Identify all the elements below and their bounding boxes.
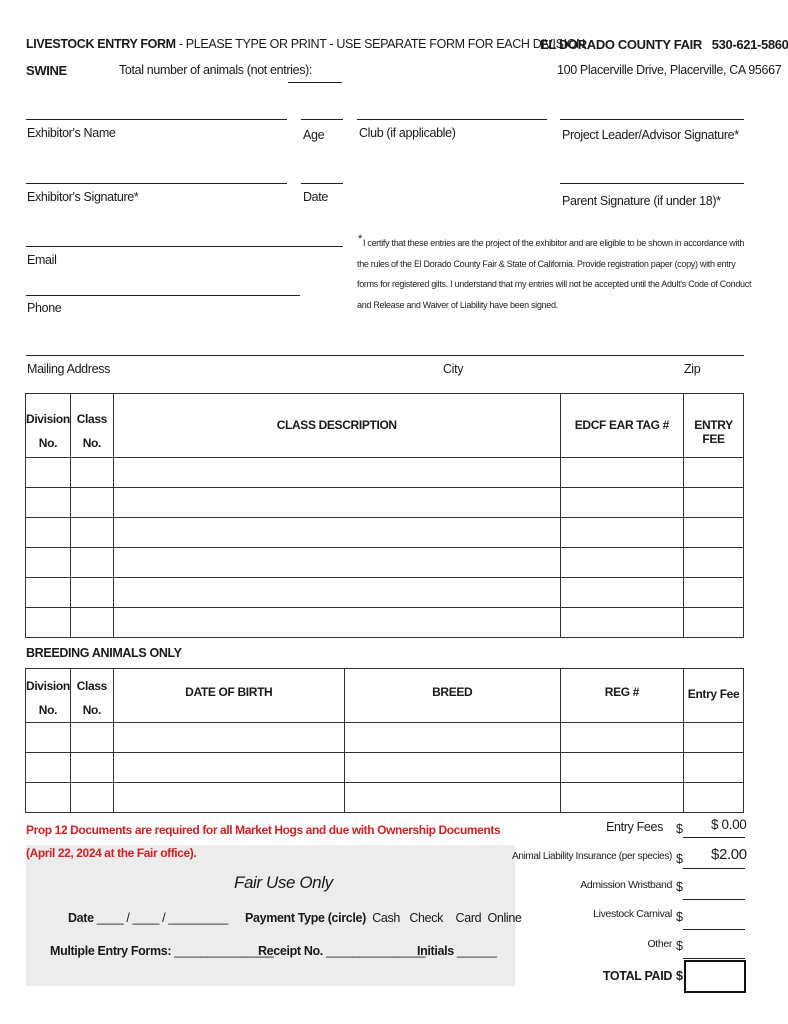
fair-use-date-label: Date [68,911,94,925]
table-row [26,518,744,548]
entry-fee-cell[interactable] [684,783,744,813]
initials-blank[interactable]: ______ [456,944,497,958]
division-cell[interactable] [26,578,71,608]
dob-cell[interactable] [113,723,344,753]
exhibitor-name-label: Exhibitor's Name [27,126,116,140]
class-cell[interactable] [70,518,113,548]
club-label: Club (if applicable) [359,126,456,140]
division-header-2: No. [38,436,58,450]
division-cell[interactable] [26,518,71,548]
payment-type-label: Payment Type (circle) [245,911,366,925]
prop12-notice-line-1: Prop 12 Documents are required for all Market Hogs and due with Ownership Documents [26,823,501,837]
class-cell[interactable] [70,578,113,608]
ear-tag-header: EDCF EAR TAG # [560,394,683,458]
insurance-label: Animal Liability Insurance (per species) [512,851,672,862]
dob-header: DATE OF BIRTH [113,669,344,723]
table-row [26,488,744,518]
insurance-value: $2.00 [711,846,747,863]
breed-cell[interactable] [344,723,560,753]
breeding-division-header-1: Division [26,679,70,693]
breeding-class-header-1: Class [76,679,107,693]
currency-symbol: $ [676,852,683,866]
class-cell[interactable] [70,723,113,753]
fair-name: EL DORADO COUNTY FAIR [540,37,702,52]
zip-label: Zip [684,362,701,376]
other-label: Other [647,938,672,950]
class-cell[interactable] [70,488,113,518]
entry-fee-cell[interactable] [684,753,744,783]
table-row [26,723,744,753]
description-cell[interactable] [113,608,560,638]
class-cell[interactable] [70,753,113,783]
project-leader-label: Project Leader/Advisor Signature* [562,128,739,142]
fair-use-date [68,911,228,925]
email-input[interactable] [26,246,343,247]
city-label: City [443,362,464,376]
entry-fees-line [683,837,745,838]
wristband-input[interactable] [683,899,745,900]
certification-line-3: forms for registered gilts. I understand that my entries will not be accepted until the Adult's Code of Conduct [357,279,752,289]
currency-symbol: $ [676,969,683,983]
payment-type [245,911,522,925]
exhibitor-signature-input[interactable] [26,183,287,184]
division-header [26,394,71,458]
breeding-entry-fee-header: Entry Fee [684,669,744,723]
breed-header: BREED [344,669,560,723]
table-row [26,783,744,813]
prop12-notice-line-2: (April 22, 2024 at the Fair office). [26,846,197,860]
class-cell[interactable] [70,548,113,578]
species-label: SWINE [26,63,67,78]
currency-symbol: $ [676,880,683,894]
ear-tag-cell[interactable] [560,518,683,548]
certification-line-4: and Release and Waiver of Liability have been signed. [357,299,558,310]
entry-fee-cell[interactable] [684,518,744,548]
age-input[interactable] [301,119,343,120]
entry-table-header [26,394,744,458]
entry-fee-cell[interactable] [684,723,744,753]
fair-use-date-blanks[interactable]: ____ / ____ / _________ [96,911,228,925]
division-header-1: Division [26,412,70,426]
entry-fee-cell[interactable] [684,548,744,578]
currency-symbol: $ [676,822,683,836]
breeding-division-header [26,669,71,723]
breeding-title: BREEDING ANIMALS ONLY [26,646,182,660]
division-cell[interactable] [26,783,71,813]
description-cell[interactable] [113,488,560,518]
entry-fees-label: Entry Fees [606,820,663,834]
total-paid-box[interactable] [684,960,746,993]
receipt-label: Receipt No. [258,944,323,958]
description-cell[interactable] [113,458,560,488]
division-cell[interactable] [26,458,71,488]
class-cell[interactable] [70,458,113,488]
certification-text [357,233,752,315]
phone-input[interactable] [26,295,300,296]
breeding-class-header [70,669,113,723]
payment-check[interactable]: Check [409,911,444,925]
description-cell[interactable] [113,548,560,578]
division-cell[interactable] [26,753,71,783]
initials [417,944,497,958]
total-paid-label: TOTAL PAID [602,969,672,983]
breeding-table [25,668,744,813]
class-header-1: Class [76,412,107,426]
exhibitor-signature-label: Exhibitor's Signature* [27,190,139,204]
insurance-line [683,868,745,869]
breed-cell[interactable] [344,753,560,783]
multiple-entry-blank[interactable]: _______________ [174,944,274,958]
reg-header: REG # [560,669,683,723]
class-header-2: No. [82,436,101,450]
entry-fee-cell[interactable] [684,608,744,638]
ear-tag-cell[interactable] [560,608,683,638]
entry-fee-cell[interactable] [684,458,744,488]
fair-address: 100 Placerville Drive, Placerville, CA 95667 [557,63,782,77]
total-animals-input[interactable] [288,82,342,83]
breeding-class-header-2: No. [82,703,101,717]
exhibitor-name-input[interactable] [26,119,287,120]
ear-tag-cell[interactable] [560,488,683,518]
reg-cell[interactable] [560,783,683,813]
division-cell[interactable] [26,548,71,578]
description-cell[interactable] [113,518,560,548]
reg-cell[interactable] [560,753,683,783]
mailing-address-input[interactable] [26,355,744,356]
fair-use-title: Fair Use Only [234,873,333,892]
entry-fee-cell[interactable] [684,578,744,608]
ear-tag-cell[interactable] [560,458,683,488]
ear-tag-cell[interactable] [560,548,683,578]
fair-contact [540,37,788,52]
class-cell[interactable] [70,608,113,638]
description-cell[interactable] [113,578,560,608]
form-title [26,37,585,51]
breeding-table-header [26,669,744,723]
reg-cell[interactable] [560,723,683,753]
breeding-division-header-2: No. [38,703,58,717]
currency-symbol: $ [676,939,683,953]
table-row [26,753,744,783]
currency-symbol: $ [676,910,683,924]
carnival-input[interactable] [683,929,745,930]
wristband-label: Admission Wristband [580,879,672,891]
division-cell[interactable] [26,608,71,638]
receipt-number [258,944,425,958]
ear-tag-cell[interactable] [560,578,683,608]
age-label: Age [303,128,325,142]
mailing-address-label: Mailing Address [27,362,110,376]
email-label: Email [27,253,57,267]
entry-fee-cell[interactable] [684,488,744,518]
date-label: Date [303,190,329,204]
payment-online[interactable]: Online [487,911,522,925]
certification-asterisk: * [358,233,363,245]
fair-phone: 530-621-5860 [711,37,788,52]
class-header [70,394,113,458]
entry-fee-header: ENTRY FEE [684,394,744,458]
payment-card[interactable]: Card [455,911,482,925]
class-cell[interactable] [70,783,113,813]
division-cell[interactable] [26,723,71,753]
carnival-label: Livestock Carnival [593,908,672,920]
initials-label: Initials [417,944,454,958]
table-row [26,548,744,578]
multiple-entry-forms [50,944,273,958]
multiple-entry-label: Multiple Entry Forms: [50,944,172,958]
entry-fees-value: $ 0.00 [711,817,747,832]
table-row [26,458,744,488]
table-row [26,578,744,608]
form-title-rest: - PLEASE TYPE OR PRINT - USE SEPARATE FORM FOR EACH DIVISION [175,37,585,51]
class-description-header: CLASS DESCRIPTION [113,394,560,458]
certification-line-1: I certify that these entries are the project of the exhibitor and are eligible to be shown in accordance with [363,238,745,248]
other-input[interactable] [683,958,745,959]
certification-line-2: the rules of the El Dorado County Fair & State of California. Provide registration paper (copy) with entry [357,258,736,269]
breed-cell[interactable] [344,783,560,813]
form-title-bold: LIVESTOCK ENTRY FORM [26,37,176,51]
payment-cash[interactable]: Cash [372,911,400,925]
dob-cell[interactable] [113,783,344,813]
club-input[interactable] [357,119,547,120]
division-cell[interactable] [26,488,71,518]
dob-cell[interactable] [113,753,344,783]
parent-signature-label: Parent Signature (if under 18)* [562,194,721,208]
receipt-blank[interactable]: _______________ [326,944,426,958]
table-row [26,608,744,638]
entry-table [25,393,744,638]
parent-signature-input[interactable] [560,183,744,184]
date-input[interactable] [301,183,343,184]
total-animals-label: Total number of animals (not entries): [119,63,313,77]
project-leader-signature-input[interactable] [560,119,744,120]
phone-label: Phone [27,301,62,315]
